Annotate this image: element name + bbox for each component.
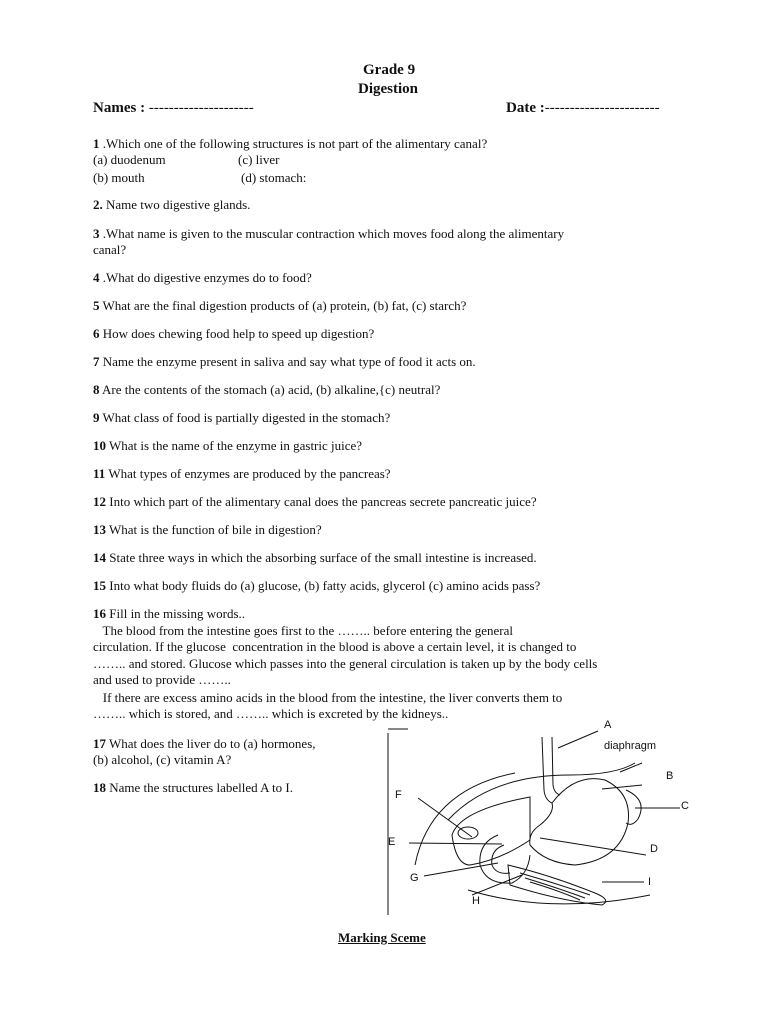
question-number: 13 (93, 522, 106, 537)
question-text: Fill in the missing words.. (109, 606, 246, 621)
question-10 (93, 438, 362, 455)
label-f: F (395, 789, 402, 801)
date-field (506, 100, 660, 117)
question-text: Are the contents of the stomach (a) acid, (b) alkaline,{c) neutral? (102, 382, 441, 397)
names-blank: --------------------- (148, 100, 254, 116)
question-text: What is the function of bile in digestion? (109, 522, 322, 537)
label-h: H (472, 895, 480, 907)
question-8 (93, 382, 440, 399)
question-number: 17 (93, 736, 106, 751)
question-number: 10 (93, 438, 106, 453)
passage-line: circulation. If the glucose concentration in the blood is above a certain level, it is changed to (93, 639, 577, 654)
question-text: What class of food is partially digested in the stomach? (102, 410, 391, 425)
passage-line: The blood from the intestine goes first to the …….. before entering the general (93, 623, 513, 638)
label-g: G (410, 872, 419, 884)
label-diaphragm: diaphragm (604, 740, 656, 752)
question-text: What types of enzymes are produced by the pancreas? (108, 466, 391, 481)
question-number: 4 (93, 270, 100, 285)
label-i: I (648, 876, 652, 888)
grade-title: Grade 9 (363, 62, 416, 78)
question-number: 2. (93, 197, 103, 212)
question-text: .What name is given to the muscular contraction which moves food along the alimentary (102, 226, 565, 241)
question-9 (93, 410, 390, 427)
question-number: 8 (93, 382, 100, 397)
question-text: .Which one of the following structures is not part of the alimentary canal? (102, 136, 488, 151)
question-number: 3 (93, 226, 100, 241)
question-14 (93, 550, 537, 567)
option-d: (d) stomach: (241, 170, 307, 185)
question-text: Name the structures labelled A to I. (109, 780, 294, 795)
question-number: 7 (93, 354, 100, 369)
question-18 (93, 780, 293, 797)
question-12 (93, 494, 537, 511)
label-e: E (388, 836, 396, 848)
option-c: (c) liver (238, 152, 280, 167)
passage-line: …….. which is stored, and …….. which is excreted by the kidneys.. (93, 706, 449, 721)
question-7 (93, 354, 476, 371)
question-16 (93, 606, 245, 623)
passage-line: If there are excess amino acids in the blood from the intestine, the liver converts them to (93, 690, 563, 705)
marking-scheme-heading: Marking Sceme (338, 930, 426, 945)
question-5 (93, 298, 466, 315)
label-a: A (604, 719, 612, 731)
question-number: 6 (93, 326, 100, 341)
question-4 (93, 270, 312, 287)
question-text: .What do digestive enzymes do to food? (102, 270, 312, 285)
question-3-cont: canal? (93, 242, 127, 257)
question-13 (93, 522, 322, 539)
option-a: (a) duodenum (93, 152, 166, 167)
question-3 (93, 226, 564, 243)
question-17 (93, 736, 316, 753)
question-number: 18 (93, 780, 106, 795)
label-c: C (681, 800, 689, 812)
question-1 (93, 136, 487, 153)
question-text: What are the final digestion products of (a) protein, (b) fat, (c) starch? (102, 298, 467, 313)
names-field (93, 100, 254, 117)
question-number: 15 (93, 578, 106, 593)
question-number: 11 (93, 466, 106, 481)
question-number: 12 (93, 494, 106, 509)
question-15 (93, 578, 540, 595)
question-17-cont: (b) alcohol, (c) vitamin A? (93, 752, 232, 767)
question-6 (93, 326, 374, 343)
question-text: Name two digestive glands. (106, 197, 251, 212)
question-text: What does the liver do to (a) hormones, (109, 736, 316, 751)
question-text: State three ways in which the absorbing surface of the small intestine is increased. (109, 550, 537, 565)
question-number: 9 (93, 410, 100, 425)
date-blank: ----------------------- (544, 100, 660, 116)
question-text: Into what body fluids do (a) glucose, (b) fatty acids, glycerol (c) amino acids pass? (109, 578, 541, 593)
question-text: How does chewing food help to speed up digestion? (102, 326, 375, 341)
question-text: Name the enzyme present in saliva and say what type of food it acts on. (102, 354, 476, 369)
names-label: Names : (93, 100, 146, 116)
date-label: Date : (506, 100, 545, 116)
question-text: What is the name of the enzyme in gastric juice? (109, 438, 363, 453)
passage-line: and used to provide …….. (93, 672, 231, 687)
option-b: (b) mouth (93, 170, 145, 185)
digestive-system-diagram (380, 715, 689, 920)
question-2 (93, 197, 250, 214)
subject-title: Digestion (358, 81, 418, 97)
label-b: B (666, 770, 674, 782)
passage-line: …….. and stored. Glucose which passes into the general circulation is taken up by the body cells (93, 656, 598, 671)
question-number: 5 (93, 298, 100, 313)
question-11 (93, 466, 391, 483)
question-text: Into which part of the alimentary canal does the pancreas secrete pancreatic juice? (109, 494, 537, 509)
question-number: 16 (93, 606, 106, 621)
question-number: 1 (93, 136, 100, 151)
question-number: 14 (93, 550, 106, 565)
label-d: D (650, 843, 658, 855)
